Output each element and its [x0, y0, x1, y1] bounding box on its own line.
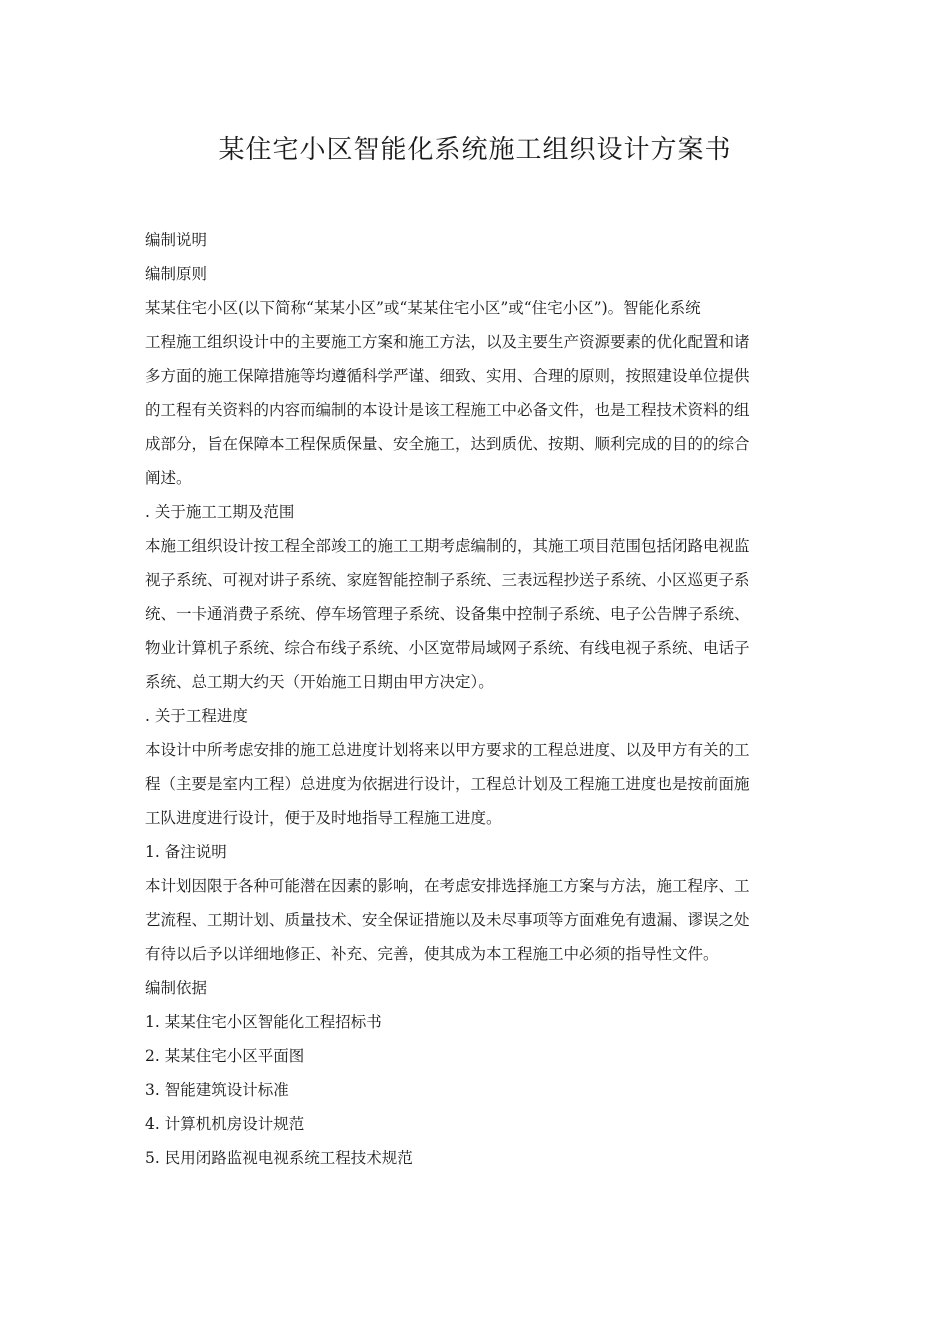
section-heading: . 关于施工工期及范围 — [145, 503, 295, 521]
paragraph-line: 系统、总工期大约天（开始施工日期由甲方决定）。 — [145, 673, 494, 691]
paragraph-line: 工队进度进行设计，便于及时地指导工程施工进度。 — [145, 809, 502, 827]
section-heading: 2. 某某住宅小区平面图 — [145, 1047, 305, 1065]
paragraph-line: 物业计算机子系统、综合布线子系统、小区宽带局域网子系统、有线电视子系统、电话子 — [145, 639, 750, 657]
paragraph-line: 有待以后予以详细地修正、补充、完善，使其成为本工程施工中必须的指导性文件。 — [145, 945, 719, 963]
paragraph-line: 成部分，旨在保障本工程保质保量、安全施工，达到质优、按期、顺利完成的目的的综合 — [145, 435, 750, 453]
section-heading: 1. 备注说明 — [145, 843, 227, 861]
paragraph — [145, 291, 810, 495]
paragraph-line: 本施工组织设计按工程全部竣工的施工工期考虑编制的，其施工项目范围包括闭路电视监 — [145, 537, 750, 555]
document-body — [145, 223, 810, 1175]
paragraph — [145, 733, 810, 835]
section-heading: 编制说明 — [145, 231, 208, 249]
paragraph-line: 程（主要是室内工程）总进度为依据进行设计，工程总计划及工程施工进度也是按前面施 — [145, 775, 750, 793]
paragraph-line: 多方面的施工保障措施等均遵循科学严谨、细致、实用、合理的原则，按照建设单位提供 — [145, 367, 750, 385]
paragraph-line: 视子系统、可视对讲子系统、家庭智能控制子系统、三表远程抄送子系统、小区巡更子系 — [145, 571, 750, 589]
paragraph-line: 本设计中所考虑安排的施工总进度计划将来以甲方要求的工程总进度、以及甲方有关的工 — [145, 741, 750, 759]
paragraph-line: 工程施工组织设计中的主要施工方案和施工方法，以及主要生产资源要素的优化配置和诸 — [145, 333, 750, 351]
section-heading: 1. 某某住宅小区智能化工程招标书 — [145, 1013, 382, 1031]
paragraph-line: 的工程有关资料的内容而编制的本设计是该工程施工中必备文件，也是工程技术资料的组 — [145, 401, 750, 419]
paragraph — [145, 869, 810, 971]
section-heading: . 关于工程进度 — [145, 707, 248, 725]
section-heading: 3. 智能建筑设计标准 — [145, 1081, 289, 1099]
section-heading: 编制原则 — [145, 265, 208, 283]
paragraph-line: 某某住宅小区(以下简称“某某小区”或“某某住宅小区”或“住宅小区”)。智能化系统 — [145, 299, 701, 317]
paragraph-line: 艺流程、工期计划、质量技术、安全保证措施以及未尽事项等方面难免有遗漏、谬误之处 — [145, 911, 750, 929]
paragraph-line: 统、一卡通消费子系统、停车场管理子系统、设备集中控制子系统、电子公告牌子系统、 — [145, 605, 750, 623]
document-title: 某住宅小区智能化系统施工组织设计方案书 — [218, 135, 732, 165]
paragraph-line: 阐述。 — [145, 469, 192, 487]
section-heading: 4. 计算机机房设计规范 — [145, 1115, 305, 1133]
section-heading: 编制依据 — [145, 979, 208, 997]
section-heading: 5. 民用闭路监视电视系统工程技术规范 — [145, 1149, 413, 1167]
paragraph-line: 本计划因限于各种可能潜在因素的影响，在考虑安排选择施工方案与方法，施工程序、工 — [145, 877, 750, 895]
paragraph — [145, 529, 810, 699]
